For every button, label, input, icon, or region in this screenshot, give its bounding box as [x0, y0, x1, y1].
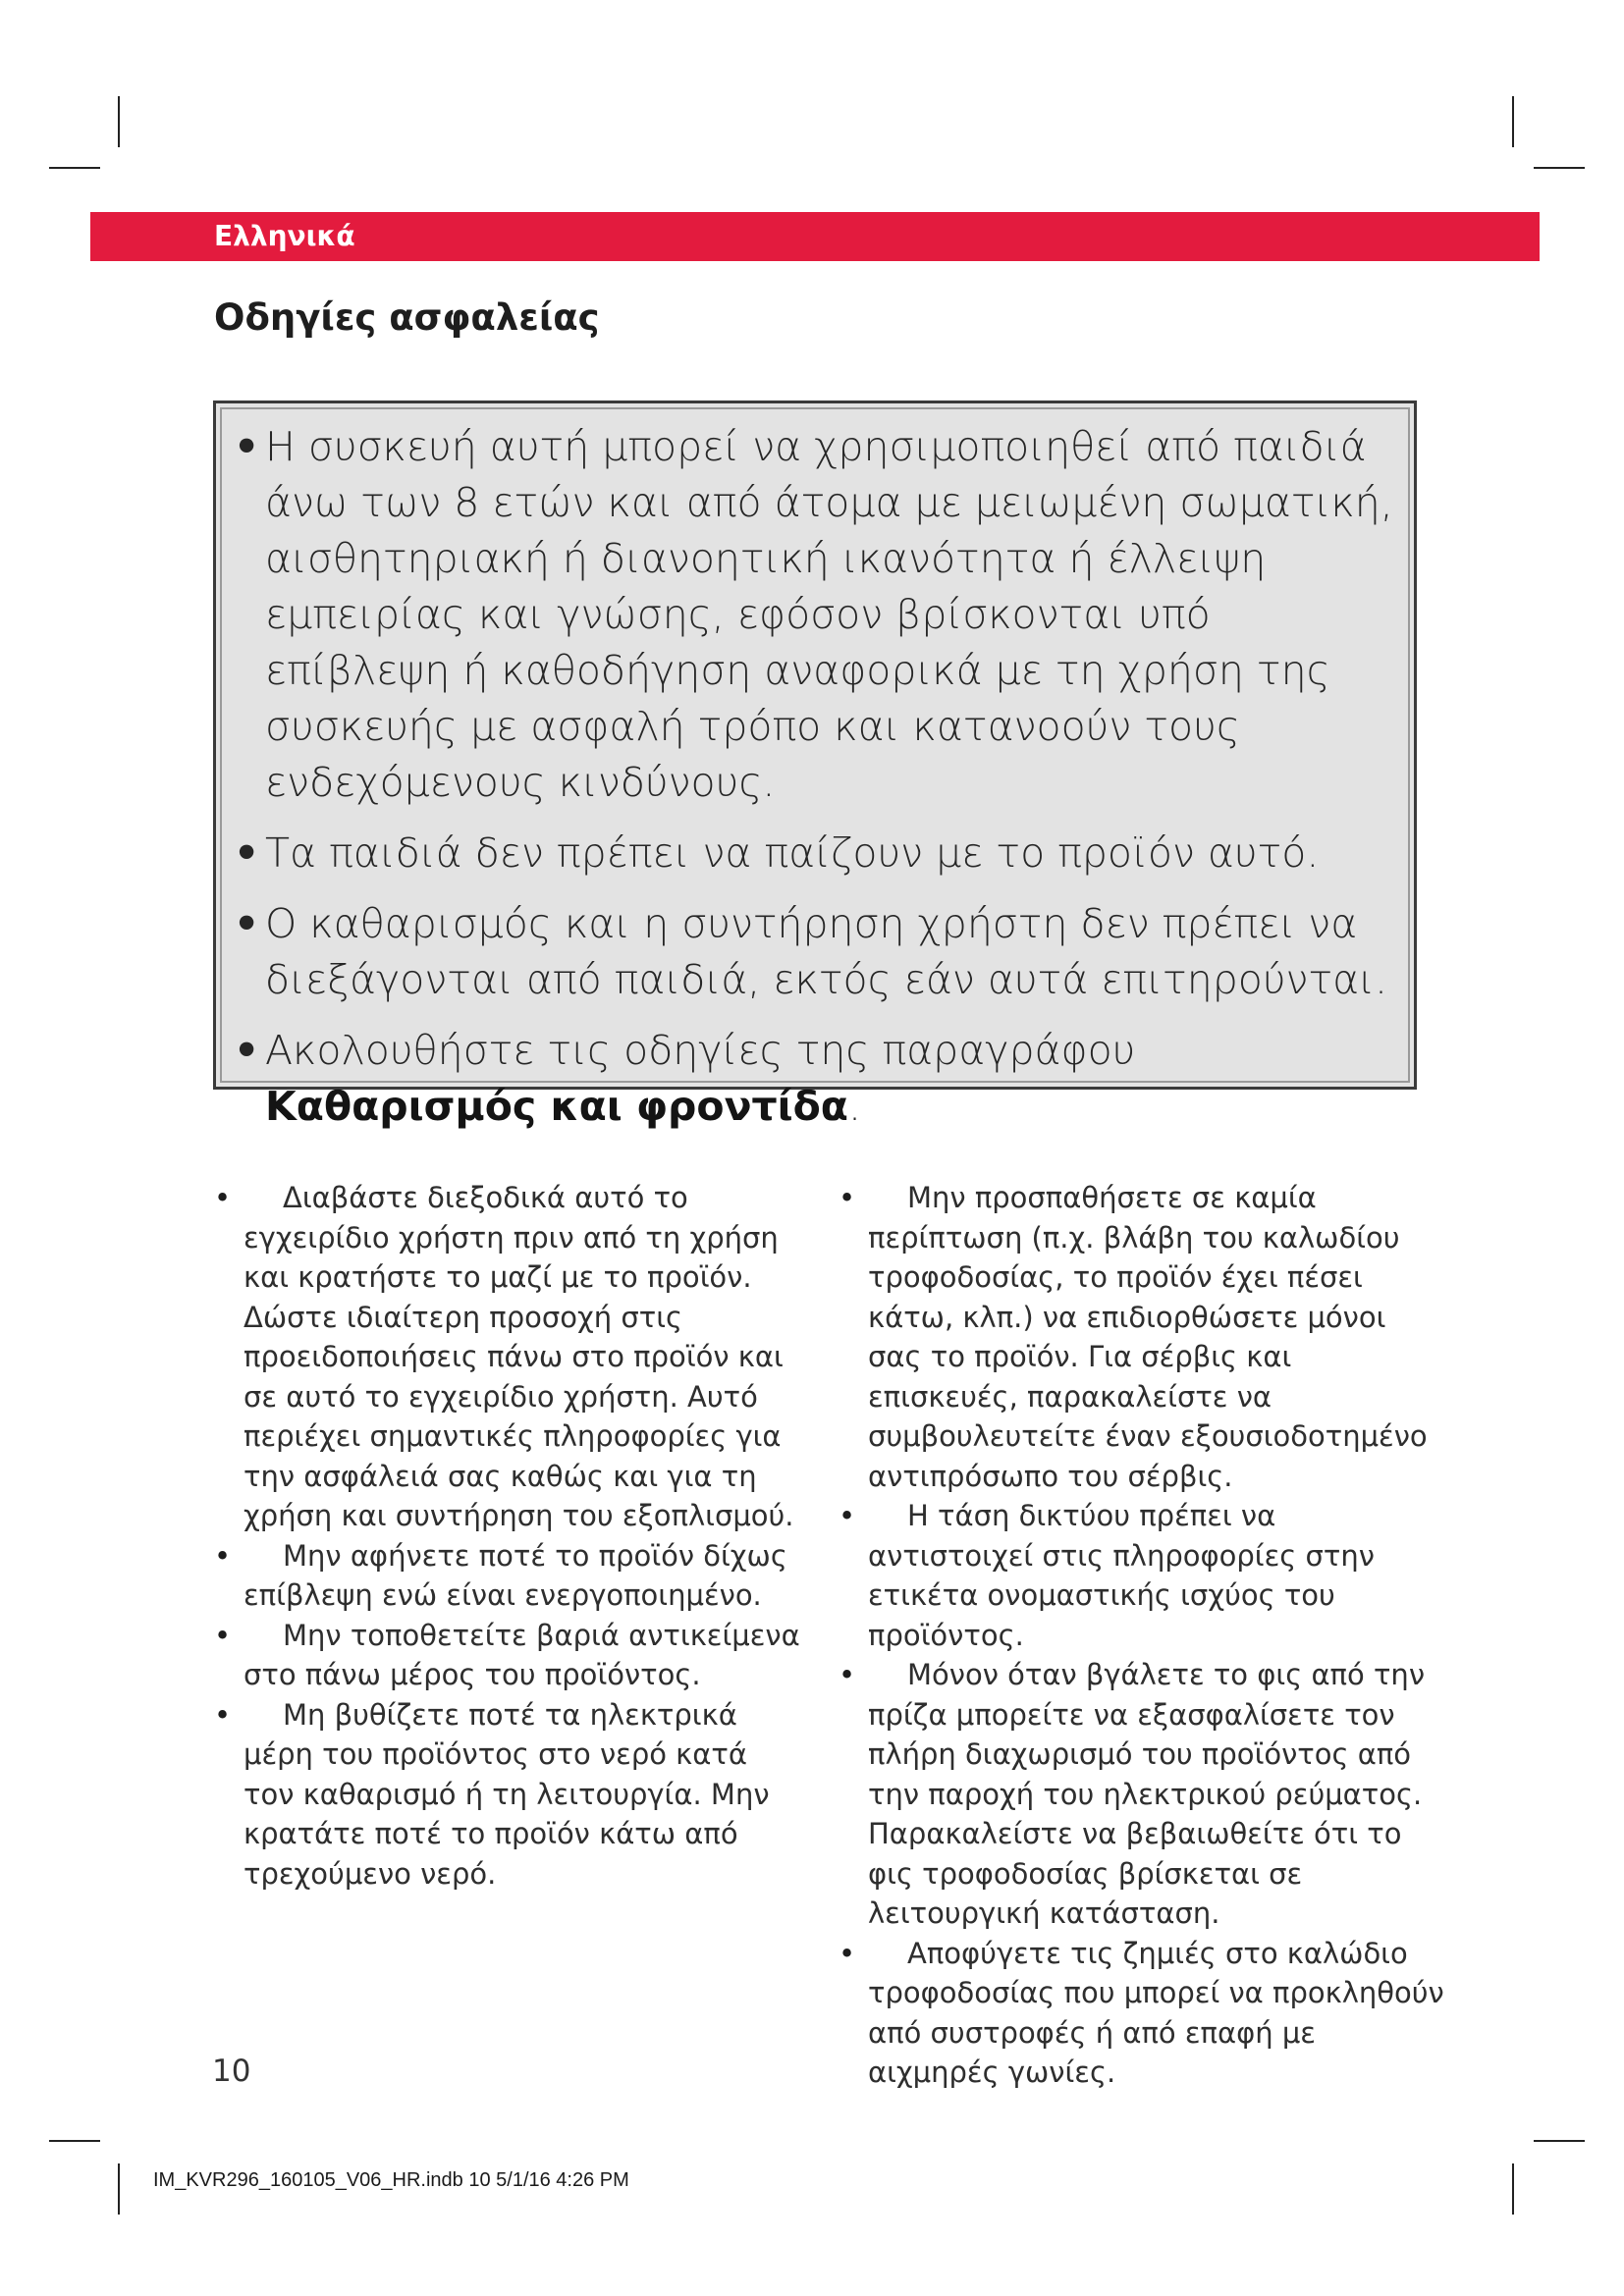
language-header-bar [90, 212, 1540, 261]
warning-list [216, 403, 1414, 1135]
instructions-left-column [214, 1178, 803, 1894]
list-item-text: Η τάση δικτύου πρέπει να αντιστοιχεί στις πληροφορίες στην ετικέτα ονομαστικής ισχύος του προϊόντος. [868, 1499, 1375, 1652]
list-item-text: Μην προσπαθήσετε σε καμία περίπτωση (π.χ. βλάβη του καλωδίου τροφοδοσίας, το προϊόν έχει πέσει κάτω, κλπ.) να επιδιορθώσετε μόνοι σας το προϊόν. Για σέρβις και επισκευές, παρακαλείστε να συμβουλευτείτε έναν εξουσιοδοτημένο αντιπρόσωπο του σέρβις. [868, 1181, 1428, 1493]
warning-text: Τα παιδιά δεν πρέπει να παίζουν με το προϊόν αυτό. [265, 829, 1320, 877]
list-item [214, 1616, 803, 1695]
warning-suffix: . [847, 1083, 862, 1130]
list-item [839, 1655, 1447, 1934]
warning-text: Ο καθαρισμός και η συντήρηση χρήστη δεν πρέπει να διεξάγονται από παιδιά, εκτός εάν αυτά επιτηρούνται. [265, 900, 1388, 1003]
warning-text: Ακολουθήστε τις οδηγίες της παραγράφου [265, 1027, 1136, 1074]
list-item-text: Μην τοποθετείτε βαριά αντικείμενα στο πάνω μέρος του προϊόντος. [244, 1618, 800, 1691]
list-item [214, 1695, 803, 1895]
list-item [214, 1536, 803, 1616]
crop-mark-bottom-right-vertical [1512, 2163, 1514, 2215]
safety-warning-box [213, 400, 1417, 1130]
print-file-info: IM_KVR296_160105_V06_HR.indb 10 5/1/16 4:26 PM [153, 2169, 629, 2191]
list-item [214, 1178, 803, 1536]
list-item-text: Αποφύγετε τις ζημιές στο καλώδιο τροφοδοσίας που μπορεί να προκληθούν από συστροφές ή από επαφή με αιχμηρές γωνίες. [868, 1936, 1444, 2089]
warning-item [265, 826, 1404, 881]
list-item-text: Μόνον όταν βγάλετε το φις από την πρίζα μπορείτε να εξασφαλίσετε τον πλήρη διαχωρισμό του προϊόντος από την παροχή του ηλεκτρικού ρεύματος. Παρακαλείστε να βεβαιωθείτε ότι το φις τροφοδοσίας βρίσκεται σε λειτουργική κατάσταση. [868, 1658, 1426, 1930]
crop-mark-bottom-right-horizontal [1534, 2140, 1585, 2142]
warning-item [265, 419, 1404, 811]
list-item-text: Μην αφήνετε ποτέ το προϊόν δίχως επίβλεψη ενώ είναι ενεργοποιημένο. [244, 1538, 787, 1612]
list-item-text: Διαβάστε διεξοδικά αυτό το εγχειρίδιο χρήστη πριν από τη χρήση και κρατήστε το μαζί με το προϊόν. Δώστε ιδιαίτερη προσοχή στις προειδοποιήσεις πάνω στο προϊόν και σε αυτό το εγχειρίδιο χρήστη. Αυτό περιέχει σημαντικές πληροφορίες για την ασφάλειά σας καθώς και για τη χρήση και συντήρηση του εξοπλισμού. [244, 1181, 794, 1532]
list-item [839, 1934, 1447, 2093]
language-label: Ελληνικά [214, 220, 355, 252]
warning-text: Η συσκευή αυτή μπορεί να χρησιμοποιηθεί από παιδιά άνω των 8 ετών και από άτομα με μειωμένη σωματική, αισθητηριακή ή διανοητική ικανότητα ή έλλειψη εμπειρίας και γνώσης, εφόσον βρίσκονται υπό επίβλεψη ή καθοδήγηση αναφορικά με τη χρήση της συσκευής με ασφαλή τρόπο και κατανοούν τους ενδεχόμενους κινδύνους. [265, 423, 1393, 806]
instructions-right-column [839, 1178, 1447, 2093]
list-item [839, 1178, 1447, 1496]
crop-mark-top-left-horizontal [49, 167, 100, 169]
crop-mark-bottom-left-horizontal [49, 2140, 100, 2142]
list-item-text: Μη βυθίζετε ποτέ τα ηλεκτρικά μέρη του προϊόντος στο νερό κατά τον καθαρισμό ή τη λειτουργία. Μην κρατάτε ποτέ το προϊόν κάτω από τρεχούμενο νερό. [244, 1697, 770, 1891]
crop-mark-top-left-vertical [118, 96, 120, 147]
crop-mark-top-right-horizontal [1534, 167, 1585, 169]
list-item [839, 1496, 1447, 1655]
warning-item [265, 1023, 1404, 1135]
warning-bold-reference: Καθαρισμός και φροντίδα [265, 1083, 848, 1130]
crop-mark-top-right-vertical [1512, 96, 1514, 147]
warning-item [265, 896, 1404, 1008]
page-number: 10 [212, 2054, 251, 2089]
crop-mark-bottom-left-vertical [118, 2163, 120, 2215]
section-title: Οδηγίες ασφαλείας [214, 296, 600, 339]
